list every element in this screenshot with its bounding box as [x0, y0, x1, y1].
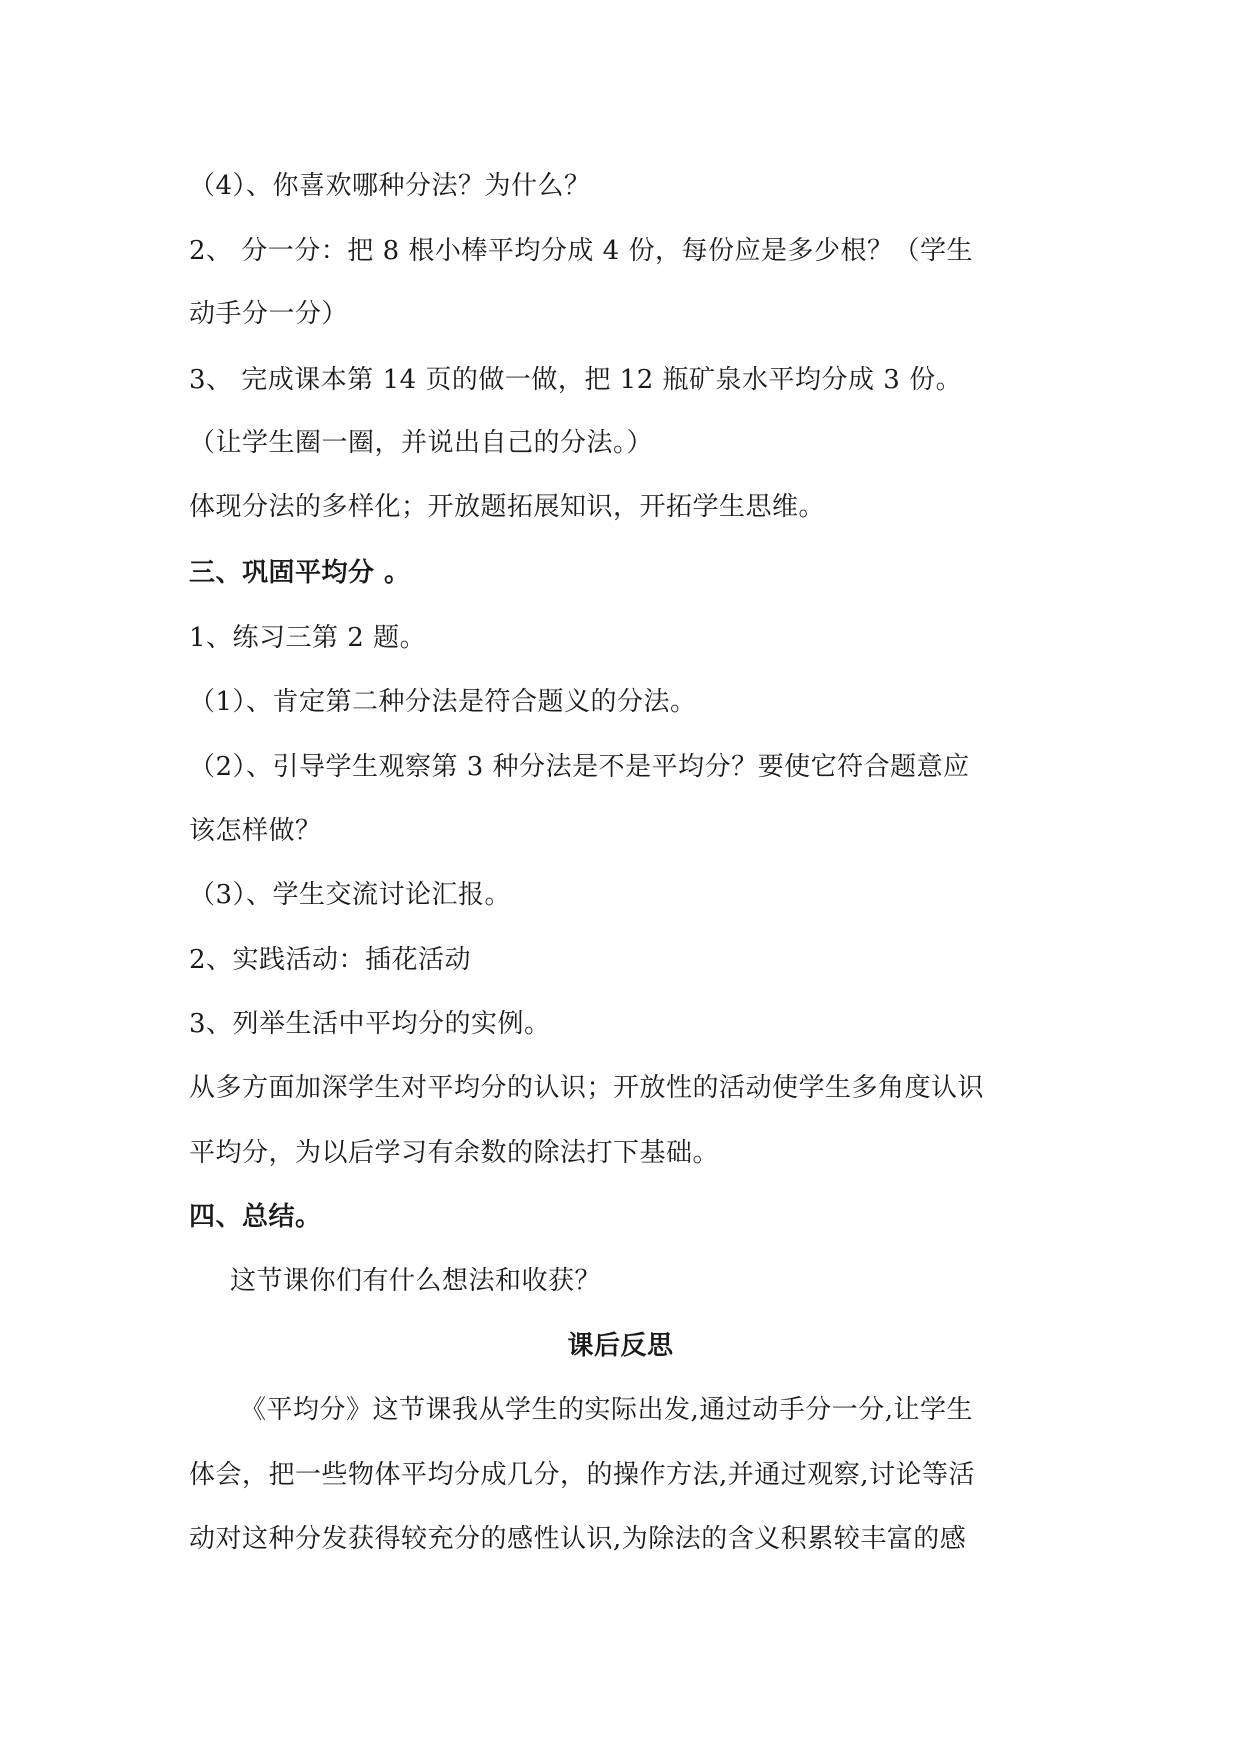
text-line: （让学生圈一圈，并说出自己的分法。） — [189, 428, 654, 458]
text-line: 该怎样做？ — [189, 816, 322, 846]
text-line: 1、练习三第 2 题。 — [189, 623, 427, 653]
text-line: 体会，把一些物体平均分成几分，的操作方法,并通过观察,讨论等活 — [189, 1460, 976, 1490]
section-heading: 三、巩固平均分 。 — [189, 558, 411, 588]
text-line: 3、 完成课本第 14 页的做一做，把 12 瓶矿泉水平均分成 3 份。 — [189, 365, 963, 395]
text-line: 3、列举生活中平均分的实例。 — [189, 1009, 551, 1039]
text-line: 《平均分》这节课我从学生的实际出发,通过动手分一分,让学生 — [240, 1395, 974, 1425]
text-line: （4）、你喜欢哪种分法？为什么？ — [189, 171, 591, 201]
text-line: 动对这种分发获得较充分的感性认识,为除法的含义积累较丰富的感 — [189, 1524, 967, 1554]
text-line: （2）、引导学生观察第 3 种分法是不是平均分？要使它符合题意应 — [189, 752, 970, 782]
text-line: 从多方面加深学生对平均分的认识；开放性的活动使学生多角度认识 — [189, 1073, 985, 1103]
reflection-title: 课后反思 — [567, 1331, 674, 1361]
text-line: （3）、学生交流讨论汇报。 — [189, 880, 512, 910]
text-line: 动手分一分） — [189, 299, 349, 329]
section-heading: 四、总结。 — [189, 1202, 322, 1232]
text-line: 这节课你们有什么想法和收获？ — [230, 1266, 602, 1296]
text-line: （1）、肯定第二种分法是符合题义的分法。 — [189, 687, 697, 717]
text-line: 2、 分一分：把 8 根小棒平均分成 4 份，每份应是多少根？（学生 — [189, 236, 973, 266]
text-line: 2、实践活动：插花活动 — [189, 945, 472, 975]
text-line: 平均分，为以后学习有余数的除法打下基础。 — [189, 1138, 720, 1168]
text-line: 体现分法的多样化；开放题拓展知识，开拓学生思维。 — [189, 492, 826, 522]
